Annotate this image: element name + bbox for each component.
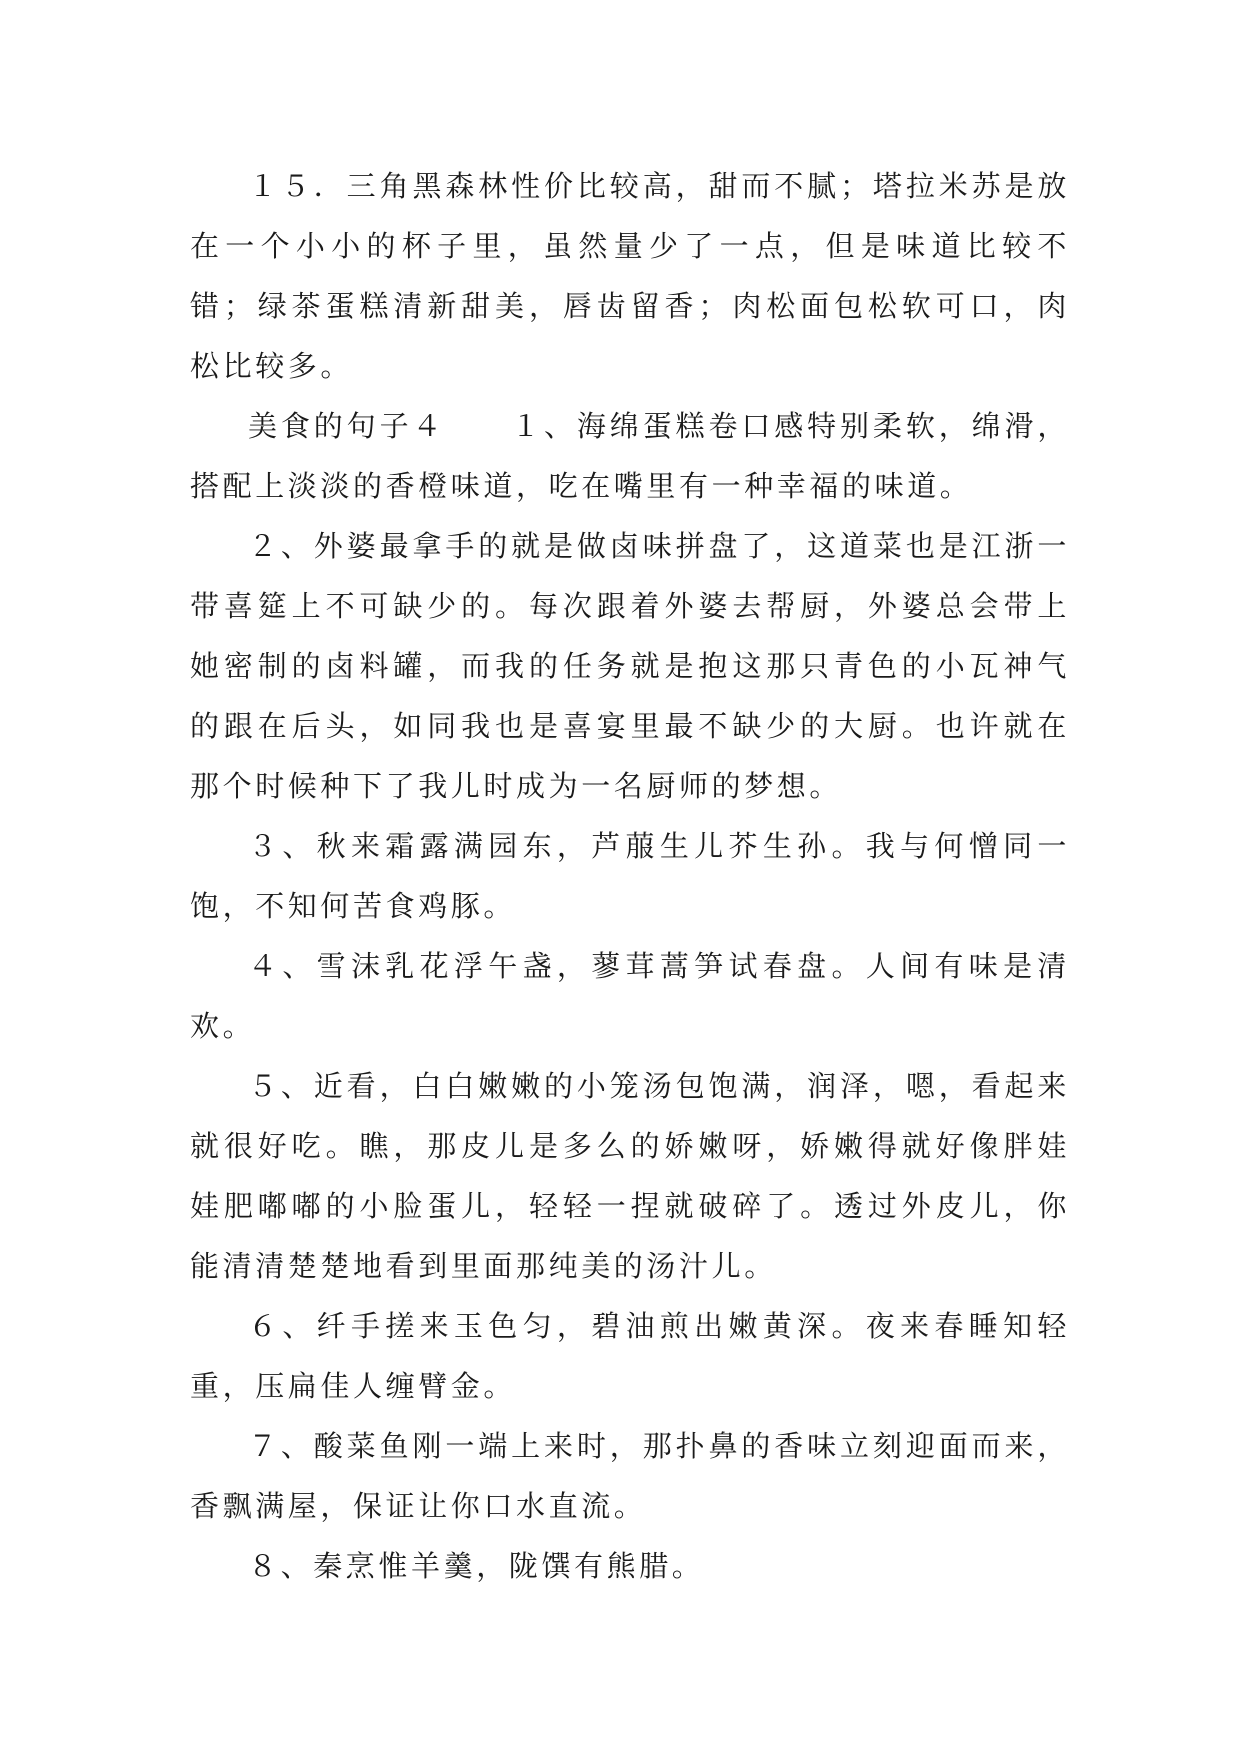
paragraph-3: ３、秋来霜露满园东，芦菔生儿芥生孙。我与何憎同一饱，不知何苦食鸡豚。 (190, 829, 1070, 923)
document-body (190, 156, 1070, 1596)
paragraph-4: ４、雪沫乳花浮午盏，蓼茸蒿笋试春盘。人间有味是清欢。 (190, 949, 1070, 1043)
paragraph-15: １５．三角黑森林性价比较高，甜而不腻；塔拉米苏是放在一个小小的杯子里，虽然量少了一点，但是味道比较不错；绿茶蛋糕清新甜美，唇齿留香；肉松面包松软可口，肉松比较多。 (190, 169, 1070, 383)
paragraph-8: ８、秦烹惟羊羹，陇馔有熊腊。 (248, 1549, 705, 1583)
paragraph-2: ２、外婆最拿手的就是做卤味拼盘了，这道菜也是江浙一带喜筵上不可缺少的。每次跟着外婆去帮厨，外婆总会带上她密制的卤料罐，而我的任务就是抱这那只青色的小瓦神气的跟在后头，如同我也是喜宴里最不缺少的大厨。也许就在那个时候种下了我儿时成为一名厨师的梦想。 (190, 529, 1070, 803)
paragraph-6: ６、纤手搓来玉色匀，碧油煎出嫩黄深。夜来春睡知轻重，压扁佳人缠臂金。 (190, 1309, 1070, 1403)
paragraph-section-4-item-1: 美食的句子４ １、海绵蛋糕卷口感特别柔软，绵滑，搭配上淡淡的香橙味道，吃在嘴里有一种幸福的味道。 (190, 409, 1070, 503)
paragraph-5: ５、近看，白白嫩嫩的小笼汤包饱满，润泽，嗯，看起来就很好吃。瞧，那皮儿是多么的娇嫩呀，娇嫩得就好像胖娃娃肥嘟嘟的小脸蛋儿，轻轻一捏就破碎了。透过外皮儿，你能清清楚楚地看到里面那纯美的汤汁儿。 (190, 1069, 1070, 1283)
paragraph-7: ７、酸菜鱼刚一端上来时，那扑鼻的香味立刻迎面而来，香飘满屋，保证让你口水直流。 (190, 1429, 1070, 1523)
